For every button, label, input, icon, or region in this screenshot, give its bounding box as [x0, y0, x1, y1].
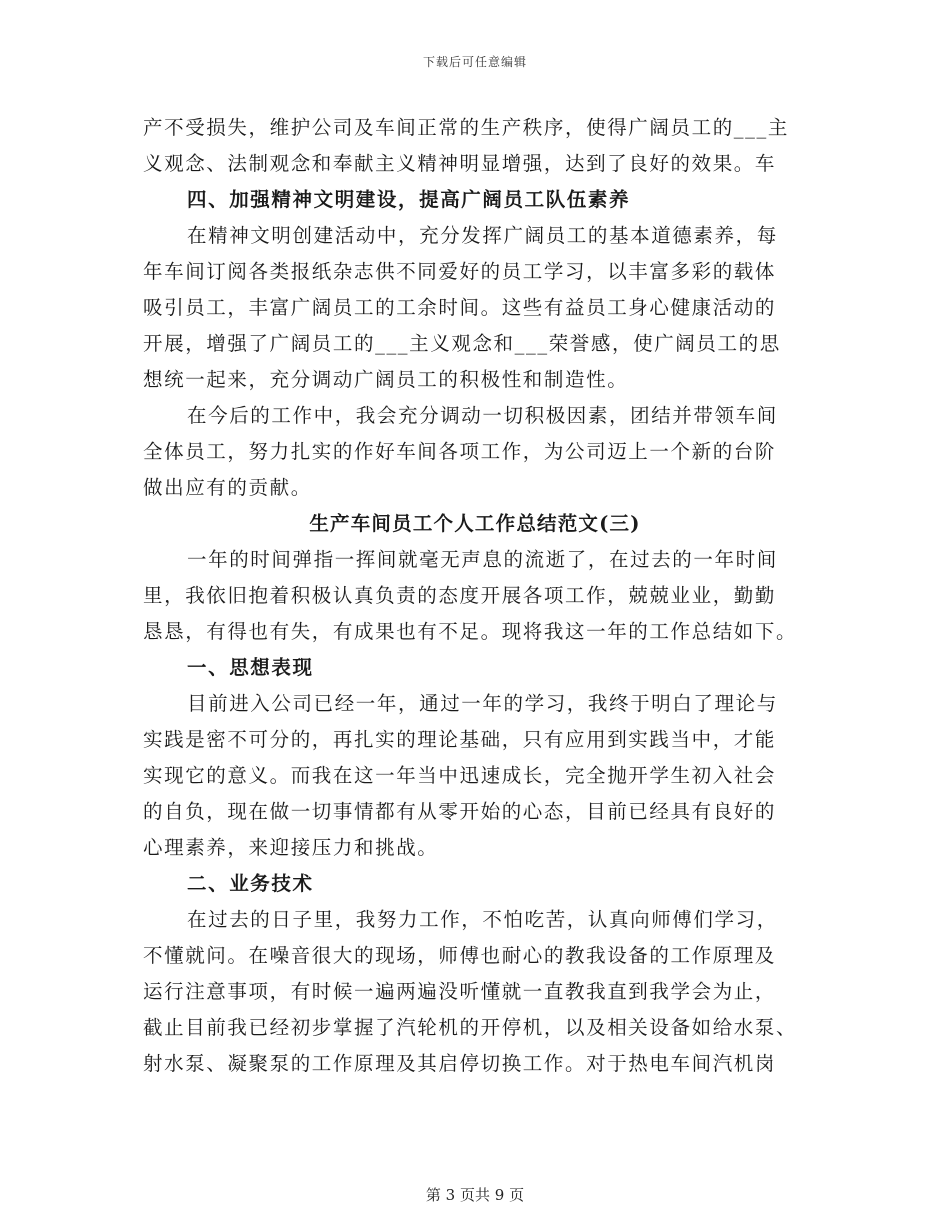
paragraph-line: 截止目前我已经初步掌握了汽轮机的开停机，以及相关设备如给水泵、 [143, 1016, 798, 1039]
paragraph-line: 做出应有的贡献。 [143, 476, 312, 499]
paragraph-line: 实践是密不可分的，再扎实的理论基础，只有应用到实践当中，才能 [143, 728, 777, 751]
paragraph-line: 实现它的意义。而我在这一年当中迅速成长，完全抛开学生初入社会 [143, 764, 777, 787]
page-number: 第 3 页共 9 页 [425, 1186, 525, 1204]
paragraph-line: 运行注意事项，有时候一遍两遍没听懂就一直教我直到我学会为止， [143, 980, 777, 1003]
section-heading: 二、业务技术 [187, 872, 314, 895]
paragraph-line: 在今后的工作中，我会充分调动一切积极因素，团结并带领车间 [187, 404, 778, 427]
paragraph-line: 产不受损失，维护公司及车间正常的生产秩序，使得广阔员工的___主 [143, 116, 789, 139]
paragraph-line: 射水泵、凝聚泵的工作原理及其启停切换工作。对于热电车间汽机岗 [143, 1052, 777, 1075]
paragraph-line: 吸引员工，丰富广阔员工的工余时间。这些有益员工身心健康活动的 [143, 296, 777, 319]
document-body [143, 110, 807, 1082]
page-header-note: 下载后可任意编辑 [422, 55, 527, 69]
paragraph-line: 年车间订阅各类报纸杂志供不同爱好的员工学习，以丰富多彩的载体 [143, 260, 777, 283]
paragraph-line: 在精神文明创建活动中，充分发挥广阔员工的基本道德素养，每 [187, 224, 778, 247]
paragraph-line: 心理素养，来迎接压力和挑战。 [143, 836, 439, 859]
paragraph-line: 里，我依旧抱着积极认真负责的态度开展各项工作，兢兢业业，勤勤 [143, 584, 777, 607]
paragraph-line: 的自负，现在做一切事情都有从零开始的心态，目前已经具有良好的 [143, 800, 777, 823]
section-heading: 一、思想表现 [187, 656, 314, 679]
paragraph-line: 目前进入公司已经一年，通过一年的学习，我终于明白了理论与 [187, 692, 778, 715]
paragraph-line: 开展，增强了广阔员工的___主义观念和___荣誉感，使广阔员工的思 [143, 332, 781, 355]
document-title: 生产车间员工个人工作总结范文(三) [309, 512, 641, 535]
paragraph-line: 在过去的日子里，我努力工作，不怕吃苦，认真向师傅们学习， [187, 908, 778, 931]
paragraph-line: 全体员工，努力扎实的作好车间各项工作，为公司迈上一个新的台阶 [143, 440, 777, 463]
paragraph-line: 恳恳，有得也有失，有成果也有不足。现将我这一年的工作总结如下。 [143, 620, 798, 643]
section-heading: 四、加强精神文明建设，提高广阔员工队伍素养 [187, 188, 631, 211]
paragraph-line: 义观念、法制观念和奉献主义精神明显增强，达到了良好的效果。车 [143, 152, 777, 175]
paragraph-line: 不懂就问。在噪音很大的现场，师傅也耐心的教我设备的工作原理及 [143, 944, 777, 967]
paragraph-line: 一年的时间弹指一挥间就毫无声息的流逝了，在过去的一年时间 [187, 548, 778, 571]
paragraph-line: 想统一起来，充分调动广阔员工的积极性和制造性。 [143, 368, 629, 391]
